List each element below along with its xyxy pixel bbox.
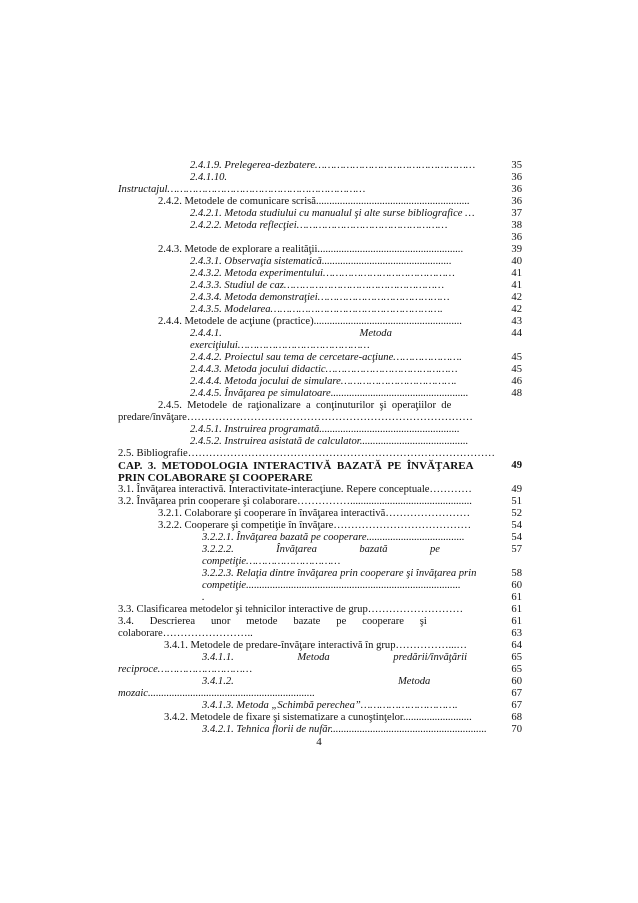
toc-line: 2.4.3.5. Modelarea………………………………………………. [190, 304, 443, 315]
toc-page-number: 60 [511, 580, 522, 591]
toc-line: 3.4.2. Metodele de fixare şi sistematizare a cunoştinţelor.......................... [164, 712, 472, 723]
toc-line: 3.3. Clasificarea metodelor şi tehnicilor interactive de grup……………………… [118, 604, 464, 615]
toc-line: 2.4.5.1. Instruirea programată..................................................... [190, 424, 460, 435]
toc-line: 3.2.2.1. Învăţarea bazată pe cooperare..................................... [202, 532, 465, 543]
toc-page-number: 54 [511, 532, 522, 543]
toc-page-number: 36 [511, 232, 522, 243]
toc-page-number: 49 [511, 460, 522, 471]
toc-page-number: 64 [511, 640, 522, 651]
toc-page-number: 61 [511, 604, 522, 615]
toc-page-number: 46 [511, 376, 522, 387]
toc-line: competiţie………………………… [202, 556, 341, 567]
toc-line: competiţie................................................................................. [202, 580, 461, 591]
toc-page-number: 36 [511, 172, 522, 183]
toc-line: 3.4.1. Metodele de predare-învăţare interactivă în grup……………...… [164, 640, 467, 651]
toc-line: 2.4.4.2. Proiectul sau tema de cercetare-acţiune…………………. [190, 352, 462, 363]
toc-line: 2.4.3.4. Metoda demonstraţiei…………………………………… [190, 292, 450, 303]
toc-line: 3.1. Învăţarea interactivă. Interactivitate-interacţiune. Repere conceptuale………… [118, 484, 472, 495]
toc-line: 2.4.4.4. Metoda jocului de simulare………………………………. [190, 376, 457, 387]
toc-line: 3.2.2.2. Învăţarea bazată pe [202, 544, 440, 555]
toc-page-number: 41 [511, 268, 522, 279]
toc-page-number: 39 [511, 244, 522, 255]
toc-page-number: 67 [511, 688, 522, 699]
toc-page-number: 42 [511, 304, 522, 315]
chapter-heading: CAP. 3. METODOLOGIA INTERACTIVĂ BAZATĂ PE ÎNVĂŢAREA [118, 460, 474, 472]
toc-page-number: 45 [511, 352, 522, 363]
toc-page-number: 65 [511, 664, 522, 675]
toc-line: 3.4.1.2. Metoda [202, 676, 431, 687]
toc-line: colaborare…………………….. [118, 628, 253, 639]
toc-line: 3.4. Descrierea unor metode bazate pe cooperare şi [118, 616, 427, 627]
toc-page-number: 48 [511, 388, 522, 399]
toc-page-number: 40 [511, 256, 522, 267]
toc-page-number: 45 [511, 364, 522, 375]
toc-page-number: 35 [511, 160, 522, 171]
toc-page-number: 49 [511, 484, 522, 495]
toc-line: reciproce………………………… [118, 664, 252, 675]
toc-line: 3.2. Învăţarea prin cooperare şi colaborare…………….............................................. [118, 496, 472, 507]
toc-page-number: 67 [511, 700, 522, 711]
toc-page-number: 37 [511, 208, 522, 219]
toc-line: 2.4.5.2. Instruirea asistată de calculator......................................... [190, 436, 469, 447]
toc-line: 2.4.4.3. Metoda jocului didactic…………………………………… [190, 364, 458, 375]
toc-page-number: 63 [511, 628, 522, 639]
toc-page-number: 38 [511, 220, 522, 231]
toc-page-number: 44 [511, 328, 522, 339]
toc-page-number: 70 [511, 724, 522, 735]
toc-line: 2.4.3.1. Observaţia sistematică................................................. [190, 256, 452, 267]
toc-line: 2.4.3. Metode de explorare a realităţii....................................................... [158, 244, 464, 255]
toc-line: 2.4.5. Metodele de raţionalizare a conţinuturilor şi operaţiilor de [158, 400, 452, 411]
toc-page-number: 60 [511, 676, 522, 687]
toc-page-number: 65 [511, 652, 522, 663]
toc-page-number: 43 [511, 316, 522, 327]
toc-line: 2.5. Bibliografie…………………………………………………………………………… [118, 448, 495, 459]
toc-page-number: 52 [511, 508, 522, 519]
toc-line: 3.2.2. Cooperare şi competiţie în învăţare………………………………… [158, 520, 472, 531]
toc-line: 2.4.3.2. Metoda experimentului…………………………………… [190, 268, 455, 279]
toc-line: mozaic............................................................... [118, 688, 315, 699]
toc-page-number: 61 [511, 616, 522, 627]
toc-page-number: 51 [511, 496, 522, 507]
toc-line: 3.4.1.1. Metoda predării/învăţării [202, 652, 468, 663]
toc-line: 2.4.1.9. Prelegerea-dezbatere…………………………………………… [190, 160, 476, 171]
toc-page-number: 57 [511, 544, 522, 555]
toc-line: 2.4.4.1. Metoda [190, 328, 392, 339]
toc-page-number: 36 [511, 184, 522, 195]
toc-line: exerciţiului…………………………………… [190, 340, 370, 351]
toc-page-number: 68 [511, 712, 522, 723]
toc-line: 3.2.2.3. Relaţia dintre învăţarea prin cooperare şi învăţarea prin [202, 568, 477, 579]
toc-page-number: 41 [511, 280, 522, 291]
toc-line: 2.4.3.3. Studiul de caz…………………………………………… [190, 280, 444, 291]
toc-line: 2.4.2.2. Metoda reflecţiei………………………………………… [190, 220, 448, 231]
toc-line: 3.4.2.1. Tehnica florii de nufăr........................................................... [202, 724, 487, 735]
toc-line: 2.4.4.5. Învăţarea pe simulatoare.................................................... [190, 388, 469, 399]
toc-line: Instructajul……………………………………………………… [118, 184, 366, 195]
toc-page-number: 54 [511, 520, 522, 531]
toc-line: 2.4.2.1. Metoda studiului cu manualul şi alte surse bibliografice … [190, 208, 475, 219]
toc-line: 2.4.1.10. [190, 172, 228, 183]
toc-line: 3.4.1.3. Metoda „Schimbă perechea”…………………………. [202, 700, 458, 711]
toc-page-number: 36 [511, 196, 522, 207]
toc-line: 3.2.1. Colaborare şi cooperare în învăţarea interactivă…………………… [158, 508, 471, 519]
toc-line: 2.4.2. Metodele de comunicare scrisă.......................................................... [158, 196, 470, 207]
toc-line: 2.4.4. Metodele de acţiune (practice)........................................................ [158, 316, 462, 327]
toc-line: predare/învăţare……………………………………………………………………… [118, 412, 473, 423]
toc-line: . [202, 592, 205, 603]
chapter-heading: PRIN COLABORARE ŞI COOPERARE [118, 472, 313, 484]
toc-page-number: 42 [511, 292, 522, 303]
toc-page-number: 61 [511, 592, 522, 603]
toc-page-number: 58 [511, 568, 522, 579]
page-number: 4 [316, 736, 322, 748]
